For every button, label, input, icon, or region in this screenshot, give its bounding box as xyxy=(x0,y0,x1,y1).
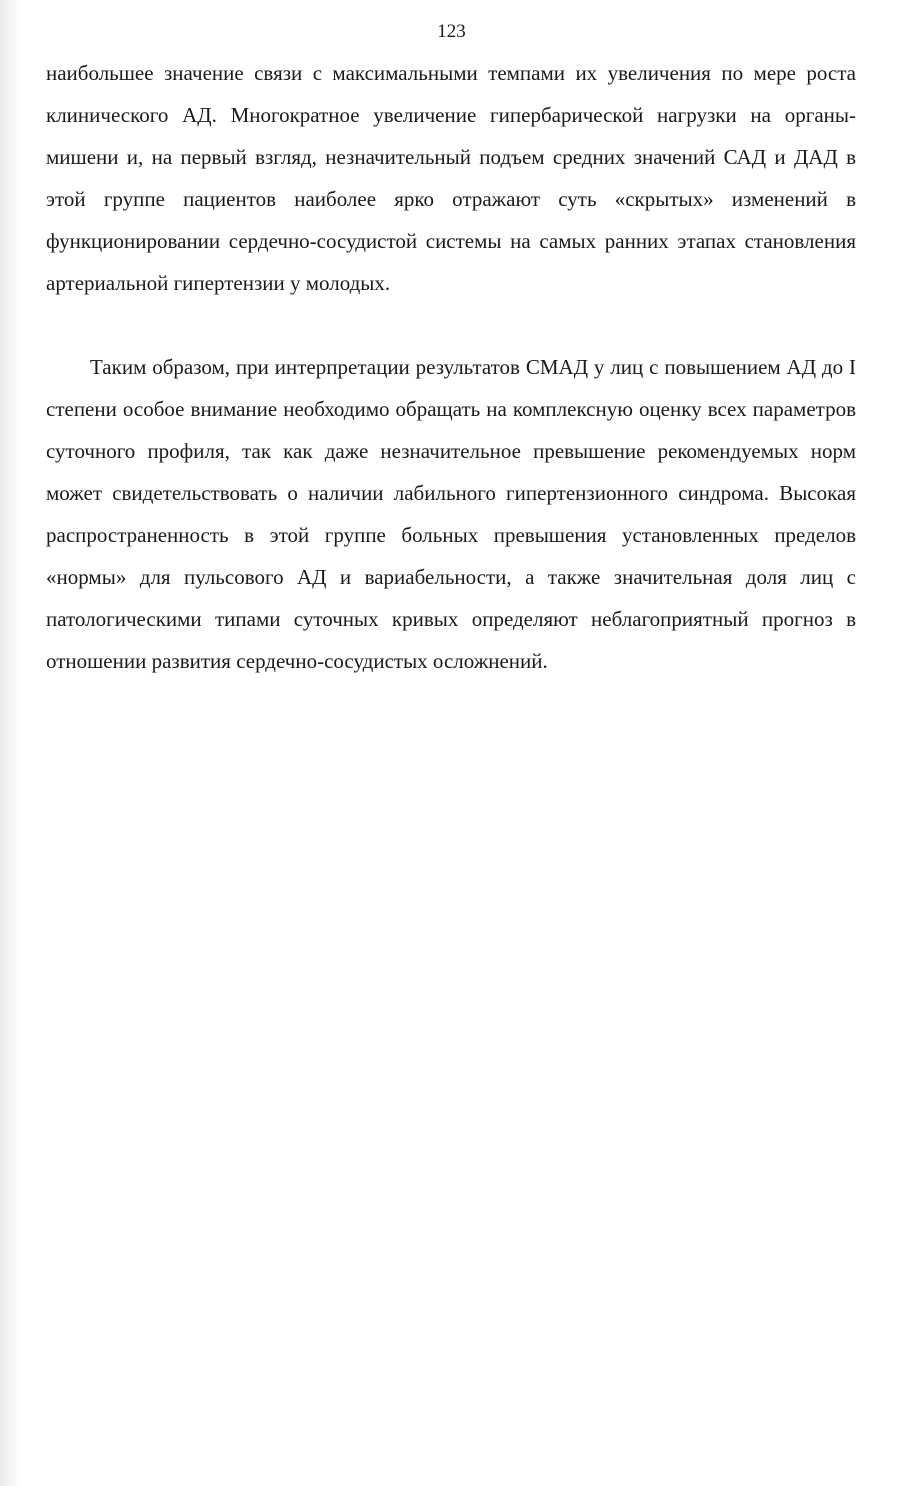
paragraph-gap xyxy=(46,304,856,346)
paragraph-conclusion: Таким образом, при интерпретации результатов СМАД у лиц с повышением АД до I степени особое внимание необходимо обращать на комплексную оценку всех параметров суточного профиля, так как даже незначительное превышение рекомендуемых норм может свидетельствовать о наличии лабильного гипертензионного синдрома. Высокая распространенность в этой группе больных превышения установленных пределов «нормы» для пульсового АД и вариабельности, а также значительная доля лиц с патологическими типами суточных кривых определяют неблагоприятный прогноз в отношении развития сердечно-сосудистых осложнений. xyxy=(46,355,856,673)
page-number: 123 xyxy=(437,21,466,42)
page-body xyxy=(46,52,856,682)
scan-edge-shadow xyxy=(0,0,22,1486)
paragraph-continuation: наибольшее значение связи с максимальными темпами их увеличения по мере роста клинического АД. Многократное увеличение гипербарической нагрузки на органы-мишени и, на первый взгляд, незначительный подъем средних значений САД и ДАД в этой группе пациентов наиболее ярко отражают суть «скрытых» изменений в функционировании сердечно-сосудистой системы на самых ранних этапах становления артериальной гипертензии у молодых. xyxy=(46,61,856,295)
